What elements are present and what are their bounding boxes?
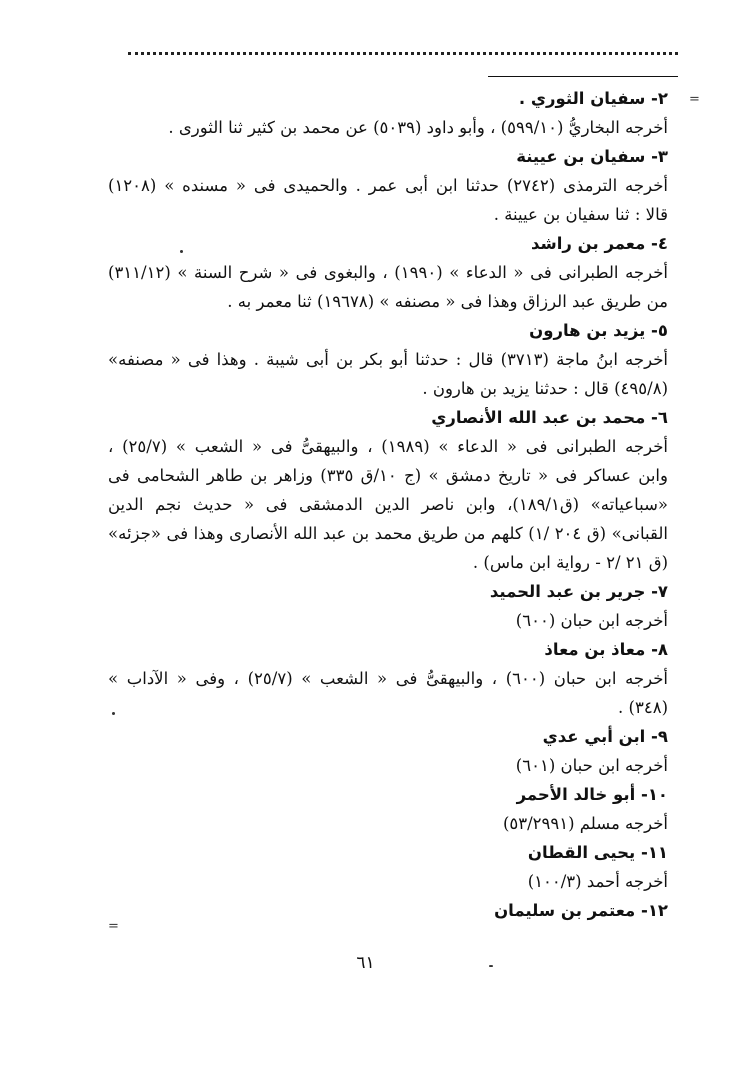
narrator-heading: ٢- سفيان الثوري . [518,89,668,108]
narrator-entry [108,896,668,925]
citation-line: أخرجه أحمد (١٠٠/٣) [527,872,668,891]
narrator-heading: ١٠- أبو خالد الأحمر [516,785,668,804]
citation-line: وابن عساكر فى « تاريخ دمشق » (ج ١٠/ق ٣٣٥) وزاهر بن طاهر الشحامى فى [108,466,668,485]
margin-mark-left: = [108,919,119,934]
narrator-entry [108,577,668,635]
citation-line: أخرجه ابن حبان (٦٠٠) [515,611,668,630]
margin-mark-right: = [689,92,700,107]
citation-line: أخرجه ابن حبان (٦٠١) [515,756,668,775]
dotted-separator [128,52,678,55]
citation-line: من طريق عبد الرزاق وهذا فى « مصنفه » (١٩٦٧٨) ثنا معمر به . [227,292,668,311]
page-number: ٦١ [356,953,375,973]
narrator-entry [108,722,668,780]
citation-line: أخرجه البخاريُّ (٥٩٩/١٠) ، وأبو داود (٥٠٣٩) عن محمد بن كثير ثنا الثورى . [168,118,668,137]
narrator-heading: ٦- محمد بن عبد الله الأنصاري [431,408,668,427]
citation-line: أخرجه ابنُ ماجة (٣٧١٣) قال : حدثنا أبو بكر بن أبى شيبة . وهذا فى « مصنفه» [108,350,668,369]
narrator-entry [108,229,668,316]
narrator-heading: ٧- جرير بن عبد الحميد [489,582,668,601]
narrator-heading: ٨- معاذ بن معاذ [544,640,668,659]
narrator-heading: ٩- ابن أبي عدي [542,727,668,746]
narrator-entry [108,780,668,838]
citation-line: قالا : ثنا سفيان بن عيينة . [493,205,668,224]
narrator-heading: ٥- يزيد بن هارون [529,321,668,340]
narrator-entry [108,84,668,142]
narrator-heading: ١٢- معتمر بن سليمان [494,901,668,920]
citation-line: (٤٩٥/٨) قال : حدثنا يزيد بن هارون . [422,379,668,398]
citation-line: أخرجه الطبرانى فى « الدعاء » (١٩٨٩) ، والبيهقىُّ فى « الشعب » (٢٥/٧) ، [108,437,669,456]
citation-line: (ق ٢١ /٢ - رواية ابن ماس) . [472,553,668,572]
heading-rule [488,76,678,77]
citation-line: أخرجه الترمذى (٢٧٤٢) حدثنا ابن أبى عمر . والحميدى فى « مسنده » (١٢٠٨) [108,176,668,195]
citation-line: (٣٤٨) . [618,698,668,717]
narrator-entry [108,838,668,896]
narrator-entry [108,142,668,229]
citation-line: «سباعياته» (ق١٨٩/١)، وابن ناصر الدين الدمشقى فى « حديث نجم الدين [108,495,668,514]
citation-line: القبانى» (ق ٢٠٤ /١) كلهم من طريق محمد بن عبد الله الأنصارى وهذا فى «جزئه» [108,524,668,543]
narrator-entry [108,635,668,722]
narrator-entry [108,316,668,403]
citation-line: أخرجه مسلم (٥٣/٢٩٩١) [502,814,668,833]
narrator-heading: ٣- سفيان بن عيينة [516,147,668,166]
citation-line: أخرجه الطبرانى فى « الدعاء » (١٩٩٠) ، والبغوى فى « شرح السنة » (٣١١/١٢) [108,263,668,282]
narrator-heading: ٤- معمر بن راشد [531,234,668,253]
citation-line: أخرجه ابن حبان (٦٠٠) ، والبيهقىُّ فى « الشعب » (٢٥/٧) ، وفى « الآداب » [108,669,669,688]
main-text [108,84,668,925]
narrator-entry [108,403,668,577]
narrator-heading: ١١- يحيى القطان [527,843,668,862]
